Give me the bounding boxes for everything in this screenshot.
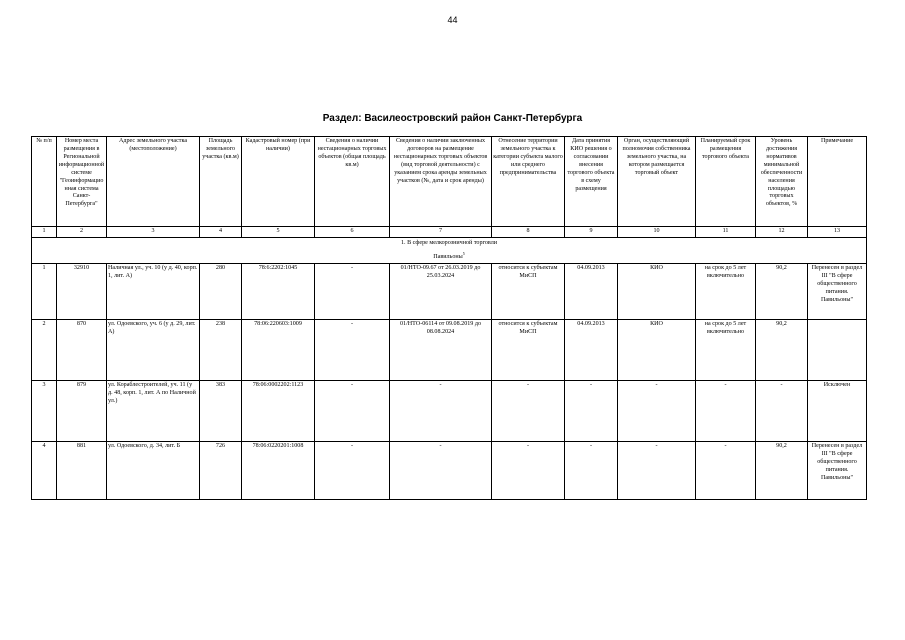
cell-msp: -	[492, 441, 565, 499]
column-header: Кадастровый номер (при наличии)	[242, 137, 315, 227]
cell-date: 04.09.2013	[565, 319, 618, 380]
cell-address: ул. Одоевского, д. 34, лит. Б	[107, 441, 200, 499]
cell-term: -	[696, 441, 756, 499]
cell-contract: 01/НТО-09.67 от 26.03.2019 до 25.03.2024	[390, 263, 492, 319]
cell-existing: -	[315, 263, 390, 319]
subheading-pavilions	[32, 250, 867, 263]
cell-place-number: 870	[57, 319, 107, 380]
cell-cadastral: 78:6:2202:1045	[242, 263, 315, 319]
subheading-row	[32, 250, 867, 263]
cell-address: ул. Кораблестроителей, уч. 11 (у д. 48, корп. 1, лит. А по Наличной ул.)	[107, 380, 200, 441]
cell-level: 90,2	[756, 319, 808, 380]
column-number: 8	[492, 227, 565, 238]
cell-place-number: 32910	[57, 263, 107, 319]
column-number: 9	[565, 227, 618, 238]
cell-area: 726	[200, 441, 242, 499]
column-number: 4	[200, 227, 242, 238]
cell-organ: КИО	[618, 319, 696, 380]
column-header: Отнесение территории земельного участка к категории субъекта малого или среднего предпринимательства	[492, 137, 565, 227]
cell-note: Перенесен в раздел III "В сфере общественного питания. Павильоны"	[808, 263, 867, 319]
cell-organ: -	[618, 441, 696, 499]
column-header: Сведения о наличии нестационарных торговых объектов (общая площадь кв.м)	[315, 137, 390, 227]
cell-existing: -	[315, 319, 390, 380]
cell-existing: -	[315, 441, 390, 499]
cell-contract: -	[390, 380, 492, 441]
table-header-row	[32, 137, 867, 227]
column-number: 13	[808, 227, 867, 238]
column-number: 5	[242, 227, 315, 238]
cell-number: 4	[32, 441, 57, 499]
cell-area: 280	[200, 263, 242, 319]
column-number: 12	[756, 227, 808, 238]
subheading-trade-sphere: 1. В сфере мелкорозничной торговли	[32, 238, 867, 251]
cell-note: Перенесен в раздел III "В сфере общественного питания. Павильоны"	[808, 441, 867, 499]
cell-date: -	[565, 441, 618, 499]
cell-date: 04.09.2013	[565, 263, 618, 319]
cell-date: -	[565, 380, 618, 441]
column-number: 7	[390, 227, 492, 238]
table-row	[32, 441, 867, 499]
cell-area: 238	[200, 319, 242, 380]
column-header: Примечание	[808, 137, 867, 227]
column-number-row	[32, 227, 867, 238]
cell-term: -	[696, 380, 756, 441]
cell-number: 2	[32, 319, 57, 380]
section-title: Раздел: Василеостровский район Санкт-Петербурга	[322, 113, 583, 124]
column-number: 11	[696, 227, 756, 238]
cell-organ: -	[618, 380, 696, 441]
column-header: № п/п	[32, 137, 57, 227]
column-header: Номер места размещения в Региональной информационной системе "Геоинформационная система Санкт-Петербурга"	[57, 137, 107, 227]
cell-msp: -	[492, 380, 565, 441]
column-header: Площадь земельного участка (кв.м)	[200, 137, 242, 227]
cell-msp: относится к субъектам МиСП	[492, 319, 565, 380]
page-number: 44	[447, 15, 458, 25]
cell-cadastral: 78:06:0002202:1123	[242, 380, 315, 441]
cell-contract: -	[390, 441, 492, 499]
cell-cadastral: 78:06:0220201:1008	[242, 441, 315, 499]
column-header: Дата принятия КИО решения о согласовании внесения торгового объекта в схему размещения	[565, 137, 618, 227]
column-header: Адрес земельного участка (местоположение)	[107, 137, 200, 227]
cell-note: Исключен	[808, 380, 867, 441]
column-number: 3	[107, 227, 200, 238]
subheading-row	[32, 238, 867, 251]
cell-address: Наличная ул., уч. 10 (у д. 40, корп. 1, лит. А)	[107, 263, 200, 319]
cell-msp: относится к субъектам МиСП	[492, 263, 565, 319]
cell-area: 383	[200, 380, 242, 441]
cell-place-number: 881	[57, 441, 107, 499]
footnote-marker: 5	[462, 251, 465, 256]
column-number: 10	[618, 227, 696, 238]
cell-cadastral: 78:06:220603:1009	[242, 319, 315, 380]
subheading-pavilions-label: Павильоны	[433, 254, 463, 261]
table-row	[32, 263, 867, 319]
table-row	[32, 319, 867, 380]
column-number: 2	[57, 227, 107, 238]
column-number: 1	[32, 227, 57, 238]
column-header: Планируемый срок размещения торгового объекта	[696, 137, 756, 227]
cell-level: 90,2	[756, 263, 808, 319]
cell-existing: -	[315, 380, 390, 441]
column-header: Уровень достижения нормативов минимальной обеспеченности населения площадью торговых объектов, %	[756, 137, 808, 227]
cell-address: ул. Одоевского, уч. 6 (у д. 29, лит. А)	[107, 319, 200, 380]
cell-place-number: 879	[57, 380, 107, 441]
placement-scheme-table	[31, 136, 867, 500]
cell-number: 1	[32, 263, 57, 319]
cell-number: 3	[32, 380, 57, 441]
cell-term: на срок до 5 лет включительно	[696, 319, 756, 380]
column-header: Орган, осуществляющий полномочия собственника земельного участка, на котором размещается торговый объект	[618, 137, 696, 227]
cell-note	[808, 319, 867, 380]
cell-organ: КИО	[618, 263, 696, 319]
cell-level: 90,2	[756, 441, 808, 499]
cell-term: на срок до 5 лет включительно	[696, 263, 756, 319]
table-row	[32, 380, 867, 441]
column-number: 6	[315, 227, 390, 238]
column-header: Сведения о наличии заключенных договоров на размещение нестационарных торговых объектов (вид торговой деятельности) с указанием срока аренды земельных участков (№, дата и срок аренды)	[390, 137, 492, 227]
cell-level: -	[756, 380, 808, 441]
cell-contract: 01/НТО-06114 от 09.08.2019 до 08.08.2024	[390, 319, 492, 380]
